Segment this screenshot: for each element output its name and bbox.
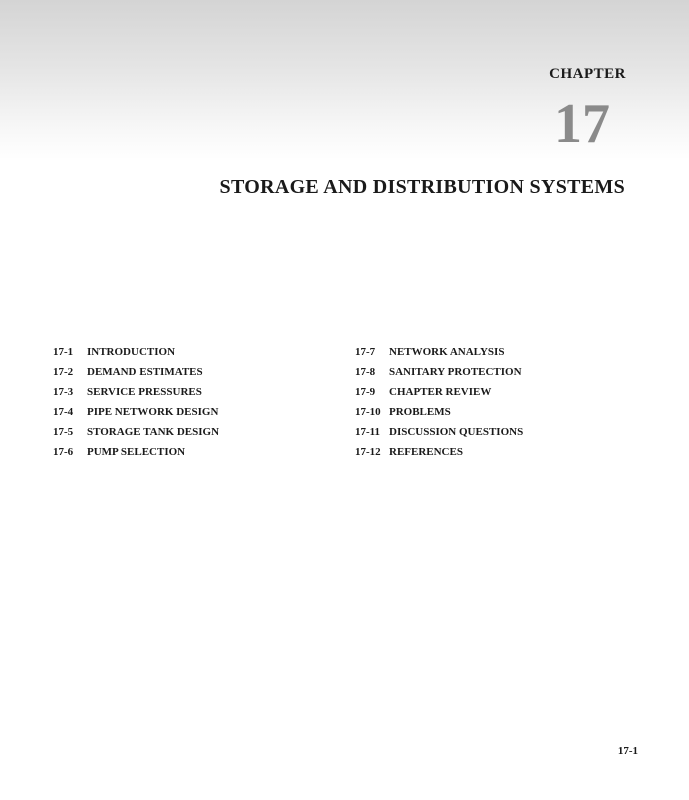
toc-section-title: DISCUSSION QUESTIONS	[389, 426, 524, 438]
toc-entry	[53, 364, 353, 384]
toc-section-title: REFERENCES	[389, 446, 463, 458]
toc-section-number: 17-9	[355, 386, 376, 398]
toc-section-number: 17-8	[355, 366, 376, 378]
toc-entry	[53, 424, 353, 444]
toc-entry	[355, 364, 655, 384]
toc-section-title: STORAGE TANK DESIGN	[87, 426, 220, 438]
toc-section-number: 17-10	[355, 406, 381, 418]
toc-left-column	[53, 344, 353, 464]
toc-entry	[355, 424, 655, 444]
toc-section-title: PIPE NETWORK DESIGN	[87, 406, 219, 418]
toc-section-title: CHAPTER REVIEW	[389, 386, 492, 398]
toc-section-number: 17-5	[53, 426, 74, 438]
toc-section-number: 17-12	[355, 446, 381, 458]
toc-section-title: PROBLEMS	[389, 406, 451, 418]
toc-section-title: NETWORK ANALYSIS	[389, 346, 505, 358]
toc-entry	[355, 404, 655, 424]
page-number: 17-1	[617, 745, 638, 757]
toc-section-number: 17-6	[53, 446, 74, 458]
chapter-label: CHAPTER	[549, 66, 626, 82]
toc-entry	[355, 444, 655, 464]
toc-entry	[355, 344, 655, 364]
toc-entry	[53, 344, 353, 364]
toc-section-number: 17-11	[355, 426, 381, 438]
toc-section-title: DEMAND ESTIMATES	[87, 366, 203, 378]
toc-entry	[53, 444, 353, 464]
chapter-number: 17	[554, 93, 610, 155]
toc-entry	[53, 384, 353, 404]
toc-section-number: 17-4	[53, 406, 74, 418]
toc-section-title: PUMP SELECTION	[87, 446, 186, 458]
toc-section-title: INTRODUCTION	[87, 346, 176, 358]
toc-section-number: 17-7	[355, 346, 376, 358]
toc-section-title: SANITARY PROTECTION	[389, 366, 522, 378]
toc-section-title: SERVICE PRESSURES	[87, 386, 202, 398]
toc-right-column	[355, 344, 655, 464]
chapter-title: STORAGE AND DISTRIBUTION SYSTEMS	[219, 176, 625, 198]
toc-entry	[355, 384, 655, 404]
toc-section-number: 17-1	[53, 346, 74, 358]
toc-section-number: 17-3	[53, 386, 74, 398]
toc-section-number: 17-2	[53, 366, 74, 378]
toc-entry	[53, 404, 353, 424]
